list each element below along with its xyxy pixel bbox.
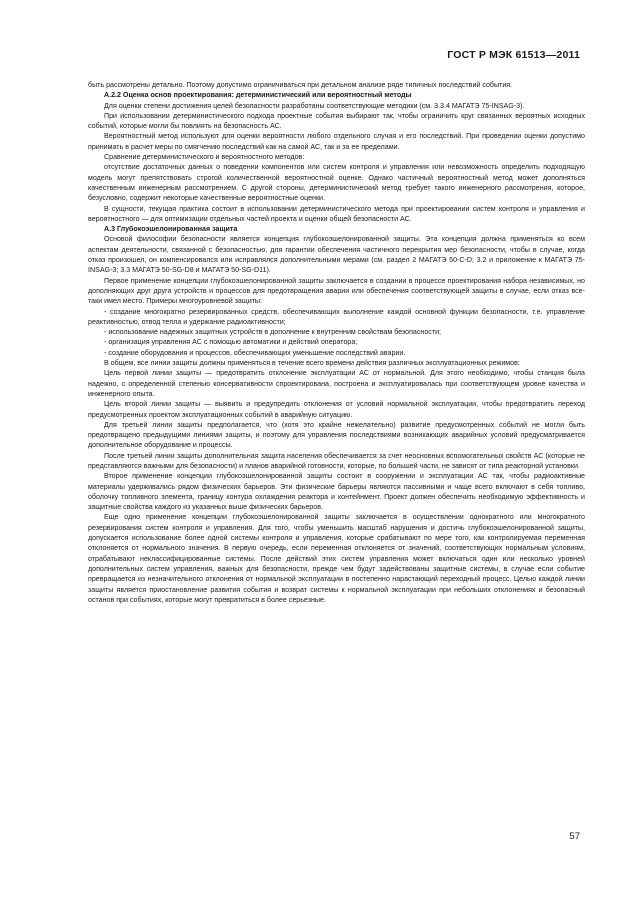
paragraph: В сущности, текущая практика состоит в использовании детерминистического метода при проектировании систем контроля и управления и вероятностного — для оптимизации отдельных частей проекта и оценки общей безопасности АС. <box>88 204 585 223</box>
paragraph: Еще одно применение концепции глубокоэшелонированной защиты заключается в осуществлении однократного или многократного резервирования систем контроля и управления. Для того, чтобы уменьшить масштаб нарушения и достичь глубокоэшелонированной защиты, допускается использование более одной системы контроля и управления, которые срабатывают по мере того, как контролируемая переменная отклоняется от нормального значения. В первую очередь, если переменная отклоняется от значений, соответствующих нормальным условиям, отрабатывают неклассифицированные системы. После действий этих систем управления может включаться один или несколько уровней дополнительных систем управления, важных для безопасности, прежде чем будут задействованы защитные системы, в случае если событие превращается из незначительного отклонения от нормальной эксплуатации в постепенно нарастающий переходный процесс. Целью каждой линии защиты является приостановление развития события и возврат системы к нормальной эксплуатации при небольших отклонениях и безопасный останов при событиях, которые могут превратиться в более серьезные. <box>88 513 585 604</box>
paragraph: отсутствие достаточных данных о поведении компонентов или систем контроля и управления или невозможность определить подходящую модель могут препятствовать строгой количественной вероятностной оценке. Однако частичный вероятностный метод может дополняться качественным инженерным рассмотрением. С другой стороны, детерминистический метод требует такого инженерного рассмотрения, которое, безусловно, содержит некоторые качественные вероятностные оценки. <box>88 163 585 203</box>
standard-header: ГОСТ Р МЭК 61513—2011 <box>447 49 580 61</box>
list-item: - создание многократно резервированных средств, обеспечивающих выполнение каждой основной функции безопасности, т.е. управление реактивностью, отвод тепла и удержание радиоактивности; <box>88 307 585 326</box>
paragraph: При использовании детерминистического подхода проектные события выбирают так, чтобы ограничить круг связанных вероятных исходных событий, которые могли бы повлиять на безопасность АС. <box>88 111 585 131</box>
paragraph: Сравнение детерминистического и вероятностного методов: <box>104 153 305 162</box>
paragraph: В общем, все линии защиты должны применяться в течение всего времени действия различных эксплуатационных режимов: <box>104 359 520 368</box>
list-item: - создание оборудования и процессов, обеспечивающих уменьшение последствий аварии. <box>104 348 406 357</box>
paragraph: Цель второй линии защиты — выявить и предупредить отклонения от условий нормальной эксплуатации, чтобы предотвратить переход предусмотренных проектом эксплуатационных событий в аварийную ситуацию. <box>88 400 585 419</box>
paragraph: Первое применение концепции глубокоэшелонированной защиты заключается в создании в процессе проектирования набора независимых, но дополняющих друг друга устройств и процессов для предотвращения аварии или обеспечения соответствующей защиты в случае, если отказ все-таки имел место. Примеры многоуровневой защиты: <box>88 276 585 306</box>
section-heading-a3: А.3 Глубокоэшелонированная защита <box>104 225 238 234</box>
paragraph: После третьей линии защиты дополнительная защита населения обеспечивается за счет неосновных вспомогательных свойств АС (которые не представляются важными для безопасности) и планов аварийной готовности, которые, по большей части, не зависят от типа реакторной установки. <box>88 451 585 470</box>
paragraph: Цель первой линии защиты — предотвратить отклонение эксплуатации АС от нормальной. Для этого необходимо, чтобы станция была надежно, с определенной степенью консервативности спроектирована, построена и эксплуатировалась при соответствующем уровне качества и инженерного опыта. <box>88 369 585 398</box>
list-item: - использование надежных защитных устройств в дополнение к внутренним свойствам безопасности; <box>104 328 442 337</box>
section-heading-a22: А.2.2 Оценка основ проектирования: детерминистический или вероятностный методы <box>104 91 412 100</box>
page-number: 57 <box>569 831 580 842</box>
paragraph-continuation: быть рассмотрены детально. Поэтому допустимо ограничиваться при детальном анализе ряде типичных последствий события. <box>88 81 513 89</box>
paragraph: Для оценки степени достижения целей безопасности разработаны соответствующие методики (см. 3.3.4 МАГАТЭ 75-INSAG-3). <box>104 101 525 110</box>
body-text <box>88 80 585 605</box>
paragraph: Для третьей линии защиты предполагается, что (хотя это крайне нежелательно) развитие предусмотренных событий не могли быть предотвращено предыдущими линиями защиты, и поэтому для управления последствиями возникающих аварийных условий предусматривается дополнительное оборудование и процессы. <box>88 420 585 450</box>
paragraph: Вероятностный метод используют для оценки вероятности любого отдельного случая и его последствий. При проведении оценки допустимо принимать в расчет меры по смягчению последствий как на самой АС, так и за ее пределами. <box>88 132 585 151</box>
paragraph: Основой философии безопасности является концепция глубокоэшелонированной защиты. Эта концепция должна применяться ко всем аспектам деятельности, связанной с безопасностью, для гарантии обеспечения частичного перекрытия мер безопасности, чтобы в случае, когда отказ произошел, он компенсировался или исправлялся дополнительными мерами (см. раздел 2 МАГАТЭ 50-C-D; 3.2 и приложение к МАГАТЭ 75-INSAG-3; 3.3 МАГАТЭ 50-SG-D8 и МАГАТЭ 50-SG-D11). <box>88 235 585 275</box>
paragraph: Второе применение концепции глубокоэшелонированной защиты состоит в сооружении и эксплуатации АС так, чтобы радиоактивные материалы удерживались рядом физических барьеров. Эти физические барьеры являются пассивными и чаще всего включают в себя топливо, оболочку топливного элемента, границу контура охлаждения реактора и контейнмент. Проект должен обеспечить необходимую эффективность и защитные свойства каждого из указанных выше физических барьеров. <box>88 472 585 512</box>
list-item: - организация управления АС с помощью автоматики и действий оператора; <box>104 338 358 347</box>
